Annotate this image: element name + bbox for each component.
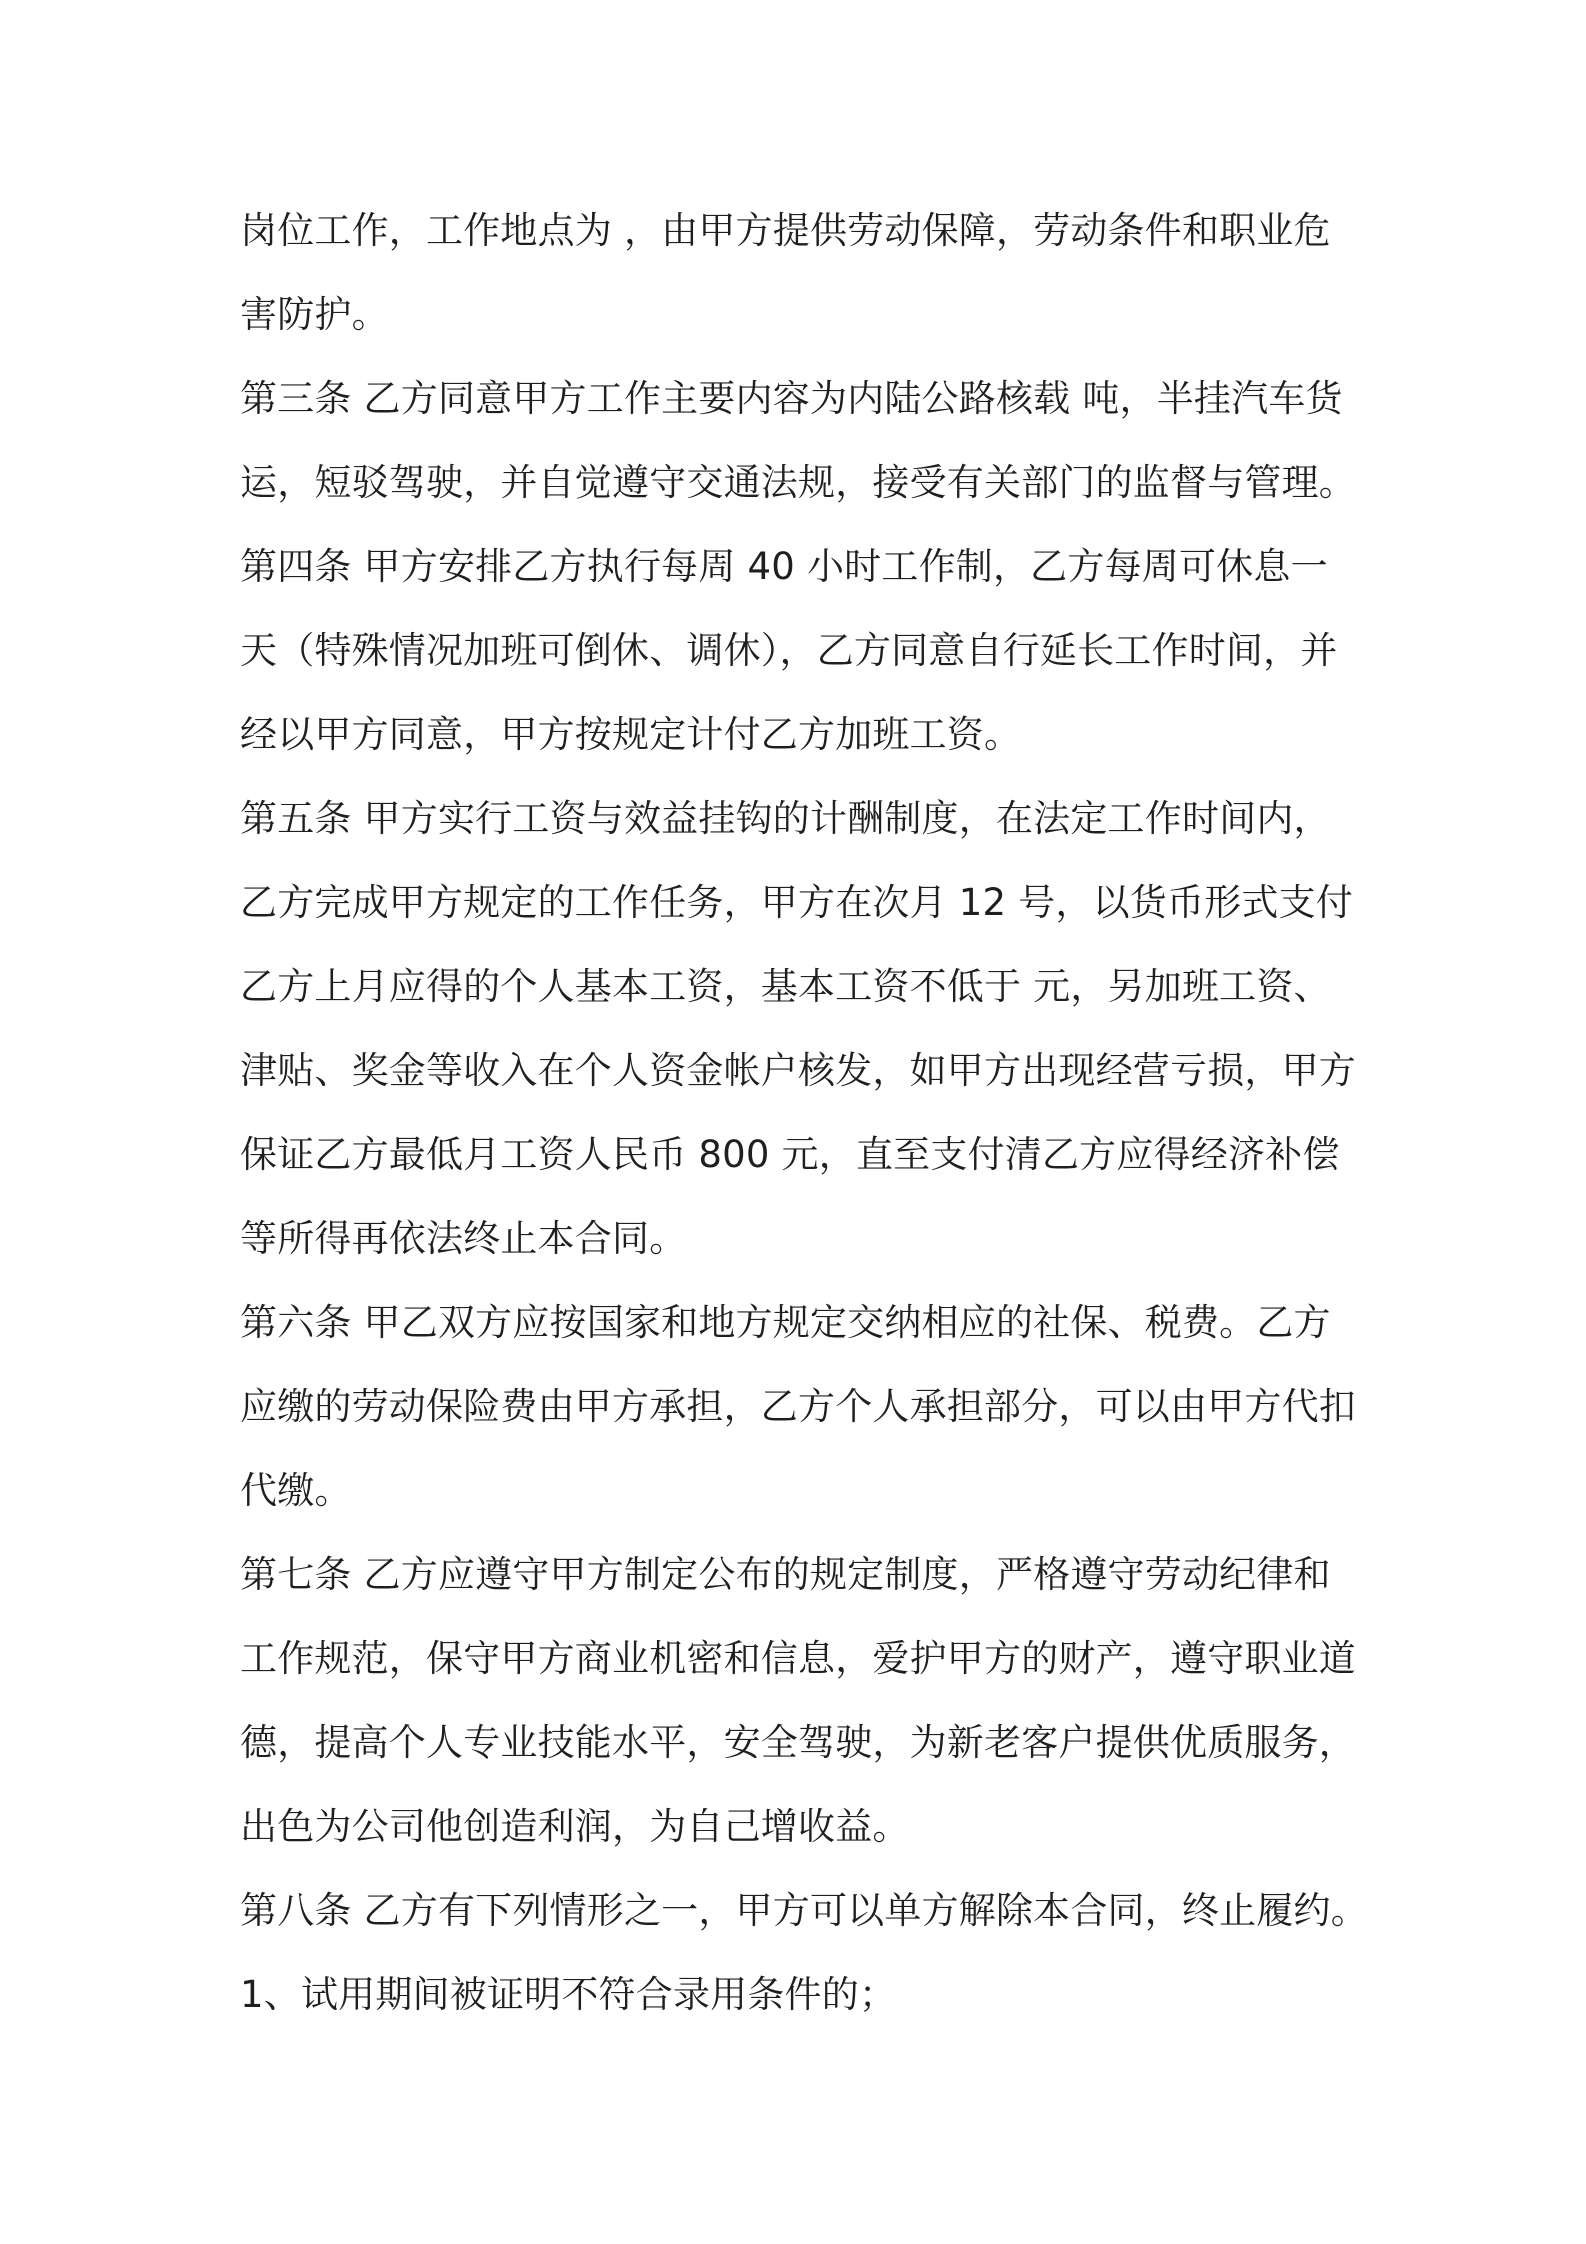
text-line-2: 害防护。 [240,293,389,336]
article-8-line-1: 第八条 乙方有下列情形之一，甲方可以单方解除本合同，终止履约。 [240,1889,1368,1932]
article-4-line-3: 经以甲方同意，甲方按规定计付乙方加班工资。 [240,713,1022,756]
article-7-line-2: 工作规范，保守甲方商业机密和信息，爱护甲方的财产，遵守职业道 [240,1637,1356,1680]
article-5-line-2: 乙方完成甲方规定的工作任务，甲方在次月 12 号，以货币形式支付 [240,881,1354,924]
article-7-line-4: 出色为公司他创造利润，为自己增收益。 [240,1805,910,1848]
article-4-line-2: 天（特殊情况加班可倒休、调休），乙方同意自行延长工作时间，并 [240,629,1338,672]
article-7-line-3: 德，提高个人专业技能水平，安全驾驶，为新老客户提供优质服务， [240,1721,1356,1764]
article-3-line-1: 第三条 乙方同意甲方工作主要内容为内陆公路核载 吨，半挂汽车货 [240,377,1343,420]
article-5-line-3: 乙方上月应得的个人基本工资，基本工资不低于 元，另加班工资、 [240,965,1331,1008]
article-6-line-3: 代缴。 [240,1469,352,1512]
article-7-line-1: 第七条 乙方应遵守甲方制定公布的规定制度，严格遵守劳动纪律和 [240,1553,1331,1596]
list-item-1: 1、试用期间被证明不符合录用条件的； [240,1973,897,2016]
article-5-line-5: 保证乙方最低月工资人民币 800 元，直至支付清乙方应得经济补偿 [240,1133,1340,1176]
article-5-line-4: 津贴、奖金等收入在个人资金帐户核发，如甲方出现经营亏损，甲方 [240,1049,1356,1092]
article-4-line-1: 第四条 甲方安排乙方执行每周 40 小时工作制，乙方每周可休息一 [240,545,1328,588]
article-6-line-1: 第六条 甲乙双方应按国家和地方规定交纳相应的社保、税费。乙方 [240,1301,1331,1344]
text-line-1: 岗位工作，工作地点为 ，由甲方提供劳动保障，劳动条件和职业危 [240,209,1331,252]
article-5-line-6: 等所得再依法终止本合同。 [240,1217,687,1260]
article-3-line-2: 运，短驳驾驶，并自觉遵守交通法规，接受有关部门的监督与管理。 [240,461,1356,504]
article-5-line-1: 第五条 甲方实行工资与效益挂钩的计酬制度，在法定工作时间内， [240,797,1331,840]
article-6-line-2: 应缴的劳动保险费由甲方承担，乙方个人承担部分，可以由甲方代扣 [240,1385,1356,1428]
